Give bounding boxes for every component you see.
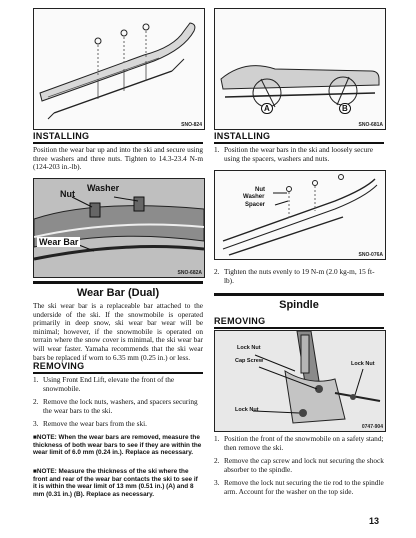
step-number: 1. (214, 434, 220, 443)
note-wear-bar-limit (33, 434, 203, 457)
wear-bar-description: The ski wear bar is a replaceable bar attached to the underside of the ski. If the snowmobile is operated primarily in deep snow, ski wear bar wear will be minimal; however, if the snowmobile is operated on terrain where the snow cover is minimal, the ski wear bar will wear faster. Yamaha recommends that the ski wear bars be replaced if worn to 6.35 mm (0.25 in.) or less. (33, 301, 203, 362)
label-cap-screw: Cap Screw (235, 358, 264, 364)
figure-code: 0747-904 (361, 424, 383, 430)
step-number: 3. (214, 478, 220, 487)
note-text: When the wear bars are removed, measure the thickness of both wear bars to see if they are within the wear limit of 6.0 mm (0.24 in.). Replace as necessary. (33, 434, 202, 457)
spindle-step-2 (214, 457, 384, 474)
spindle-step-3 (214, 479, 384, 496)
note-prefix: ■NOTE: (33, 434, 57, 441)
remove-step-3 (33, 420, 203, 429)
remove-step-1 (33, 376, 203, 393)
remove-step-2 (33, 398, 203, 415)
page-number: 13 (369, 516, 380, 526)
section-title-spindle: Spindle (214, 293, 384, 311)
figure-code: SNO-682A (177, 270, 202, 276)
label-nut: Nut (255, 187, 265, 193)
label-spacer: Spacer (245, 202, 266, 208)
label-lock-nut-1: Lock Nut (237, 345, 261, 351)
install-step-2 (214, 268, 384, 285)
figure-ski-wear-bar (33, 8, 205, 130)
step-number: 2. (214, 267, 220, 276)
note-ski-thickness (33, 468, 203, 498)
step-text: Remove the wear bars from the ski. (43, 419, 147, 428)
installing-heading-right: INSTALLING (214, 131, 384, 144)
figure-code: SNO-681A (358, 122, 383, 128)
figure-wear-bar-nut (33, 178, 205, 278)
ski-measure-illustration (215, 9, 385, 129)
figure-spindle (214, 330, 386, 432)
note-prefix: ■NOTE: (33, 468, 57, 475)
step-text: Position the front of the snowmobile on a safety stand; then remove the ski. (224, 434, 384, 452)
installing-heading-left: INSTALLING (33, 131, 203, 144)
step-text: Remove the lock nut securing the tie rod to the spindle arm. Account for the washer on the top side. (224, 478, 384, 496)
figure-nut-washer-spacer (214, 170, 386, 260)
nut-washer-spacer-illustration (215, 171, 385, 259)
figure-ski-measure (214, 8, 386, 130)
installing-text-left: Position the wear bar up and into the ski and secure using three washers and three nuts. Tighten to 14.3-23.4 N-m (124-203 in.-lb). (33, 145, 203, 172)
spindle-step-1 (214, 435, 384, 452)
step-text: Position the wear bars in the ski and loosely secure using the spacers, washers and nuts. (224, 145, 373, 163)
note-text: Measure the thickness of the ski where the front and rear of the wear bar contacts the ski to see if it is within the wear limit of 13 mm (0.51 in.) (A) and 8 mm (0.31 in.) (B). Replace as necessary. (33, 468, 198, 498)
removing-heading-left: REMOVING (33, 361, 203, 374)
removing-heading-right: REMOVING (214, 316, 384, 329)
step-text: Tighten the nuts evenly to 19 N-m (2.0 kg-m, 15 ft-lb). (224, 267, 375, 285)
label-b: B (339, 103, 351, 114)
label-a: A (261, 103, 273, 114)
step-number: 2. (33, 397, 39, 406)
label-lock-nut-2: Lock Nut (351, 361, 375, 367)
step-text: Remove the lock nuts, washers, and spacers securing the wear bars to the ski. (43, 397, 198, 415)
label-nut: Nut (60, 189, 75, 199)
label-washer: Washer (243, 194, 265, 200)
step-text: Remove the cap screw and lock nut securing the shock absorber to the spindle. (224, 456, 384, 474)
step-number: 1. (214, 145, 220, 154)
ski-wear-bar-illustration (34, 9, 204, 129)
figure-code: SNO-824 (181, 122, 202, 128)
label-wear-bar: Wear Bar (39, 237, 79, 247)
step-number: 1. (33, 375, 39, 384)
section-title-wear-bar-dual: Wear Bar (Dual) (33, 281, 203, 299)
label-washer: Washer (87, 183, 120, 193)
figure-code: SNO-076A (358, 252, 383, 258)
step-number: 2. (214, 456, 220, 465)
step-number: 3. (33, 419, 39, 428)
label-lock-nut-3: Lock Nut (235, 407, 259, 413)
step-text: Using Front End Lift, elevate the front of the snowmobile. (43, 375, 175, 393)
install-step-1 (214, 146, 384, 163)
